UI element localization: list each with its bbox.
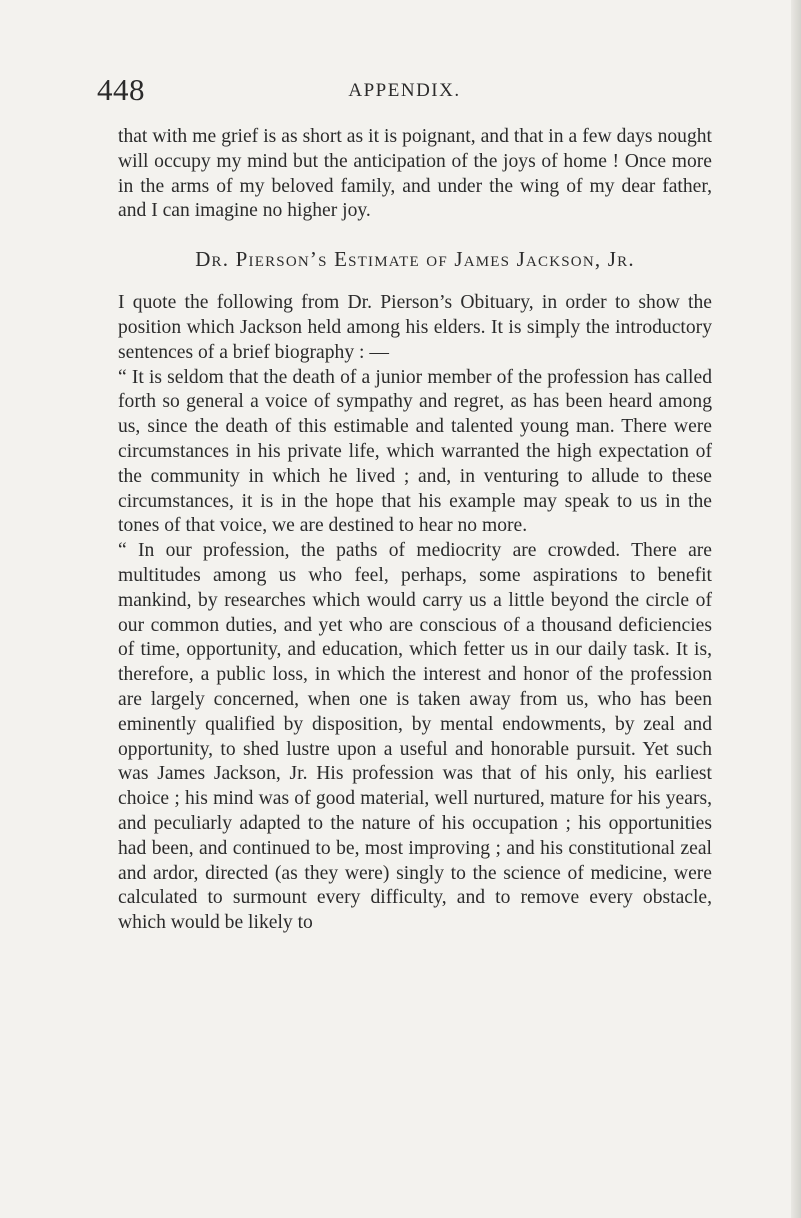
intro-paragraph: I quote the following from Dr. Pierson’s Obituary, in order to show the position which Jackson held among his elders. It is simply the introductory sentences of a brief biography : — — [118, 292, 712, 363]
page-body — [118, 125, 712, 936]
running-head — [97, 72, 712, 108]
quote-paragraph-1: “ It is seldom that the death of a junior member of the profession has called forth so general a voice of sympathy and regret, as has been heard among us, since the death of this estimable and talented young man. There were circumstances in his private life, which warranted the high expectation of the community in which he lived ; and, in venturing to allude to these circumstances, it is in the hope that his example may speak to us in the tones of that voice, we are destined to hear no more. — [118, 366, 712, 537]
continuation-paragraph: that with me grief is as short as it is poignant, and that in a few days nought will occupy my mind but the anticipation of the joys of home ! Once more in the arms of my beloved family, and under the wing of my dear father, and I can imagine no higher joy. — [118, 126, 712, 222]
page-number: 448 — [97, 72, 145, 107]
quote-paragraph-2: “ In our profession, the paths of mediocrity are crowded. There are multitudes among us who feel, perhaps, some aspirations to benefit mankind, by researches which would carry us a little beyond the circle of our common duties, and yet who are conscious of a thousand deficiencies of time, opportunity, and education, which fetter us in our daily task. It is, therefore, a public loss, in which the interest and honor of the profession are largely concerned, when one is taken away from us, who has been eminently qualified by disposition, by mental endowments, by zeal and opportunity, to shed lustre upon a useful and honorable pursuit. Yet such was James Jackson, Jr. His profession was that of his only, his earliest choice ; his mind was of good material, well nurtured, mature for his years, and peculiarly adapted to the nature of his occupation ; his opportunities had been, and continued to be, most improving ; and his constitutional zeal and ardor, directed (as they were) singly to the science of medicine, were calculated to surmount every difficulty, and to remove every obstacle, which would be likely to — [118, 540, 712, 934]
page-edge-shadow — [791, 0, 801, 1218]
section-heading: Dr. Pierson’s Estimate of James Jackson, Jr. — [195, 247, 635, 272]
running-head-title: APPENDIX. — [348, 80, 461, 101]
